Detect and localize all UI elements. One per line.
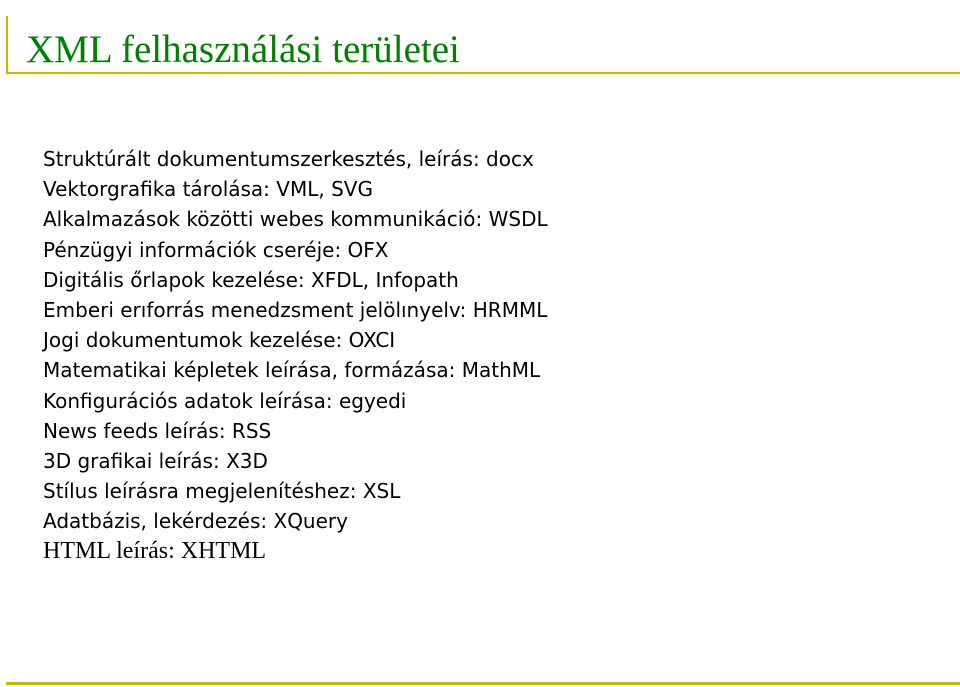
bottom-rule xyxy=(6,682,960,685)
list-item-text: HTML leírás: XHTML xyxy=(43,538,267,565)
list-item xyxy=(43,204,548,234)
list-item xyxy=(43,144,548,174)
list-item-text: Stílus leírásra megjelenítéshez: XSL xyxy=(43,479,401,504)
list-item-text: 3D grafikai leírás: X3D xyxy=(43,448,268,473)
list-item xyxy=(43,416,548,446)
list-item xyxy=(43,386,548,416)
list-item xyxy=(43,235,548,265)
list-item xyxy=(43,355,548,385)
list-item-text: Matematikai képletek leírása, formázása: MathML xyxy=(43,358,541,383)
list-item-text: Adatbázis, lekérdezés: XQuery xyxy=(43,509,348,534)
list-item xyxy=(43,265,548,295)
list-item-text: Jogi dokumentumok kezelése: OXCI xyxy=(43,328,396,353)
list-item-text: Alkalmazások közötti webes kommunikáció: WSDL xyxy=(43,207,548,232)
accent-horizontal-line xyxy=(6,72,960,74)
slide-title: XML felhasználási területei xyxy=(26,28,460,71)
accent-vertical-line xyxy=(6,16,8,74)
list-item-text: Emberi erıforrás menedzsment jelölınyelv: HRMML xyxy=(43,297,548,322)
list-item-text: News feeds leírás: RSS xyxy=(43,418,272,443)
list-item xyxy=(43,506,548,536)
list-item-text: Pénzügyi információk cseréje: OFX xyxy=(43,237,389,262)
content-list xyxy=(43,144,548,567)
list-item xyxy=(43,476,548,506)
list-item xyxy=(43,325,548,355)
list-item-text: Struktúrált dokumentumszerkesztés, leírás: docx xyxy=(43,147,534,171)
list-item xyxy=(43,295,548,325)
list-item-text: Digitális őrlapok kezelése: XFDL, Infopath xyxy=(43,267,459,292)
list-item xyxy=(43,536,548,566)
list-item-text: Vektorgrafika tárolása: VML, SVG xyxy=(43,177,373,202)
list-item xyxy=(43,446,548,476)
list-item-text: Konfigurációs adatok leírása: egyedi xyxy=(43,388,407,413)
list-item xyxy=(43,174,548,204)
